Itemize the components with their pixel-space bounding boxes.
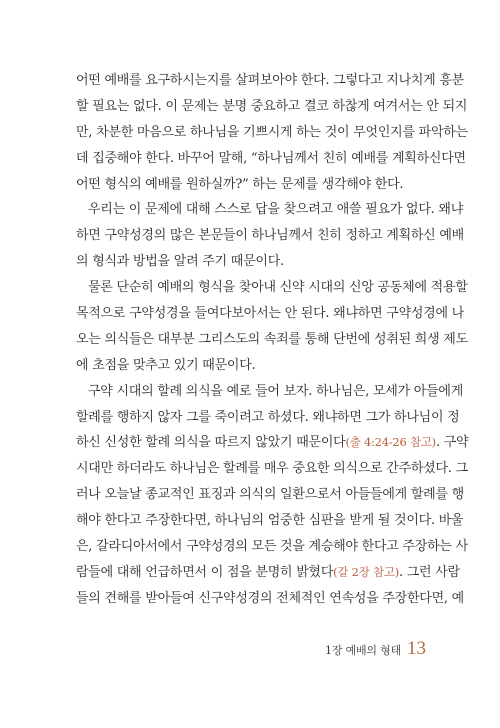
text-run: 해야 한다고 주장한다면, 하나님의 엄중한 심판을 받게 될 것이다. 바울 [76,513,464,529]
paragraph [76,379,469,612]
text-run: 러나 오늘날 종교적인 표징과 의식의 일환으로서 아들들에게 할례를 행 [76,487,464,503]
text-line [76,327,468,353]
text-run: 구약 시대의 할례 의식을 예로 들어 보자. 하나님은, 모세가 아들에게 [88,383,464,399]
text-run: 은, 갈라디아서에서 구약성경의 모든 것을 계승해야 한다고 주장하는 사 [76,539,468,555]
text-line [76,379,464,405]
text-run: 우리는 이 문제에 대해 스스로 답을 찾으려고 애쓸 필요가 없다. 왜냐 [88,202,464,218]
text-run: 할 필요는 없다. 이 문제는 분명 중요하고 결코 하찮게 여겨서는 안 되지 [76,98,468,114]
text-run: 람들에 대해 언급하면서 이 점을 분명히 밝혔다 [76,564,334,580]
text-run: . 그런 사람 [398,564,460,580]
page-footer [325,638,426,660]
text-line [76,405,460,431]
text-line [76,172,426,198]
paragraph [76,68,468,197]
text-line [76,197,464,223]
text-line [76,249,426,275]
text-run: 할례를 행하지 않자 그를 죽이려고 하셨다. 왜냐하면 그가 하나님이 정 [76,409,460,425]
text-run: 시대만 하더라도 하나님은 할례를 매우 중요한 의식으로 간주하셨다. 그 [76,461,468,477]
scripture-reference: (출 4:24-26 참고) [345,435,436,450]
paragraph [76,197,464,275]
text-run: 만, 차분한 마음으로 하나님을 기쁘시게 하는 것이 무엇인지를 파악하는 [76,124,468,140]
text-run: 오는 의식들은 대부분 그리스도의 속죄를 통해 단번에 성취된 희생 제도 [76,331,468,347]
text-run: 어떤 형식의 예배를 원하실까?” 하는 문제를 생각해야 한다. [76,176,404,192]
text-run: 에 초점을 맞추고 있기 때문이다. [76,357,256,373]
text-line [76,94,468,120]
text-run: 물론 단순히 예배의 형식을 찾아내 신약 시대의 신앙 공동체에 적용할 [88,280,468,296]
text-line [76,223,464,249]
text-run: 하신 신성한 할례 의식을 따르지 않았기 때문이다 [76,435,346,451]
text-line [76,146,466,172]
text-run: 하면 구약성경의 많은 본문들이 하나님께서 친히 정하고 계획하신 예배 [76,228,464,244]
text-line [76,534,468,560]
text-line [76,275,468,301]
text-line [76,482,464,508]
text-line [76,301,464,327]
text-run: 목적으로 구약성경을 들여다보아서는 안 된다. 왜냐하면 구약성경에 나 [76,306,464,322]
text-run: 데 집중해야 한다. 바꾸어 말해, “하나님께서 친히 예배를 계획하신다면 [76,150,466,166]
text-line [76,68,464,94]
text-line [76,586,464,612]
text-line [76,560,460,586]
text-run: 의 형식과 방법을 알려 주기 때문이다. [76,254,284,270]
text-run: 어떤 예배를 요구하시는지를 살펴보아야 한다. 그렇다고 지나치게 흥분 [76,73,464,88]
chapter-title: 1장 예배의 형태 [325,644,401,657]
text-line [76,353,426,379]
page-number: 13 [407,638,426,659]
text-line [76,120,468,146]
paragraph [76,275,468,379]
text-line [76,456,468,482]
text-line [76,430,469,456]
text-run: . 구약 [435,435,469,451]
body-text [76,68,469,612]
text-run: 들의 견해를 받아들여 신구약성경의 전체적인 연속성을 주장한다면, 예 [76,590,464,606]
text-line [76,508,464,534]
scripture-reference: (갈 2장 참고) [333,564,399,579]
